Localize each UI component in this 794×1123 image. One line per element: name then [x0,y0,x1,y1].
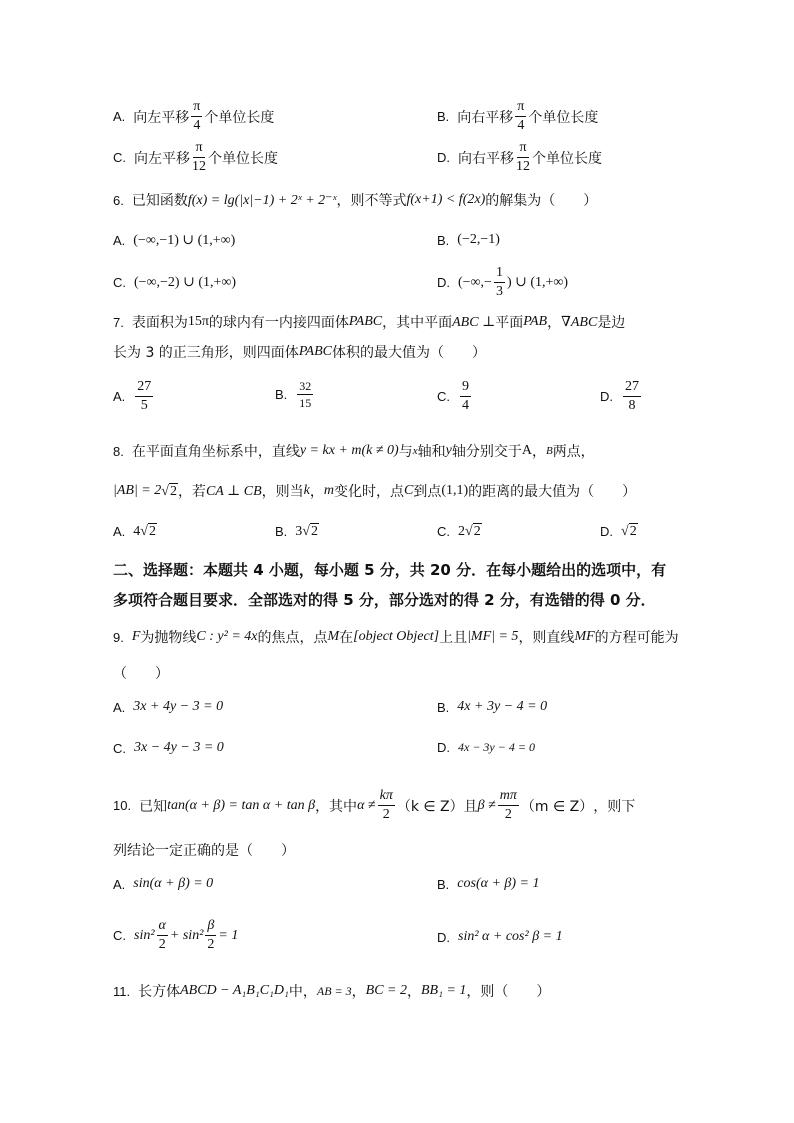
question-text: 是边 [597,315,626,331]
question-6-stem [113,190,597,210]
sqrt: √ 2 [621,524,637,539]
question-9-stem [113,627,679,647]
question-text: ，则当 [261,484,304,500]
option-text: 向右平移 [457,109,514,126]
option-value: (−∞,−2) ∪ (1,+∞) [134,275,237,290]
formula: tan(α + β) = tan α + tan β [167,797,316,813]
question-number: 11. [113,983,131,999]
fraction [460,380,471,413]
formula: MF [574,629,595,644]
question-text: （k ∈ Z） [396,798,464,815]
option-label: C. [113,740,126,756]
q5-option-a [113,100,274,133]
option-label: B. [275,387,288,402]
q5-option-d [437,141,602,174]
question-8-stem-line1 [113,441,595,461]
question-text: 的球内有一内接四面体 [208,315,349,331]
fraction [135,380,153,413]
option-text: 个单位长度 [208,150,278,167]
formula: B [545,445,553,457]
question-text: ， [309,484,324,500]
option-label: B. [437,109,450,124]
question-number: 9. [113,629,124,645]
question-number: 8. [113,443,124,459]
numerator: 1 [494,266,505,283]
question-text: 两点， [552,444,595,460]
option-text: 向左平移 [133,109,190,126]
question-9-paren [113,663,169,683]
numerator: π [515,100,526,117]
formula: ∇ABC [561,314,598,330]
question-text: ，则下 [593,798,636,815]
formula: β ≠ [477,797,496,813]
q8-option-b [275,523,319,540]
question-text: ，其中平面 [382,315,453,331]
option-label: A. [113,524,126,539]
formula: BB₁ = 1 [421,983,467,998]
q9-option-c [113,740,224,756]
option-value: 3x − 4y − 3 = 0 [134,740,224,755]
fraction [205,919,216,952]
coefficient: 2 [458,523,465,539]
formula: PABC [348,314,383,329]
option-label: B. [275,524,288,539]
option-value: (−∞,− [458,274,492,290]
option-value: sin(α + β) = 0 [133,876,214,891]
option-value: sin² [134,927,155,943]
option-label: C. [113,275,126,290]
option-value: + sin² [169,927,204,943]
question-8-stem-line2 [113,481,636,501]
numerator: π [517,141,528,158]
fraction [378,789,395,822]
q8-option-a [113,523,157,540]
denominator: 4 [462,398,469,413]
question-text: （m ∈ Z） [520,798,594,815]
radicand: 2 [629,524,637,539]
q7-option-a [113,380,155,413]
q8-option-d [600,523,638,540]
numerator: kπ [378,789,395,806]
q8-option-c [437,523,482,540]
option-label: C. [437,389,450,404]
coefficient: 4 [133,523,141,539]
question-text: 已知 [139,798,168,815]
question-text: 变化时，点 [333,484,404,500]
option-text: 个单位长度 [532,150,602,167]
formula: CA ⊥ CB [205,483,262,499]
q6-option-b [437,232,500,248]
option-label: A. [113,699,126,715]
numerator: π [193,141,204,158]
q5-option-b [437,100,598,133]
option-label: D. [600,524,613,539]
numerator: β [205,919,216,936]
option-label: B. [437,876,450,892]
fraction [157,919,168,952]
question-text: 为抛物线 [140,630,197,646]
question-text: 列结论一定正确的是（ ） [113,843,295,859]
question-text: 的解集为（ ） [485,193,598,209]
formula: ABC ⊥ [452,314,496,330]
question-text: ， [407,984,421,1000]
formula: PABC [298,344,333,359]
q7-option-b [275,380,315,409]
formula: (1,1) [441,483,469,498]
formula: α ≠ [357,797,376,813]
option-label: C. [113,928,126,943]
fraction [297,380,313,409]
formula: A [521,443,532,458]
question-text: 长为 3 的正三角形，则四面体 [113,345,299,361]
option-label: B. [437,699,450,715]
question-text: 体积的最大值为（ ） [332,345,487,361]
option-label: C. [437,524,450,539]
section-heading-text: 多项符合题目要求．全部选对的得 5 分，部分选对的得 2 分，有选错的得 0 分． [113,591,656,609]
formula: f(x+1) < f(2x) [406,192,486,207]
formula: |MF| = 5 [467,629,519,644]
option-label: A. [113,876,126,892]
option-value: ) ∪ (1,+∞) [506,275,569,290]
section-heading-text: 二、选择题：本题共 4 小题，每小题 5 分，共 20 分．在每小题给出的选项中，有 [113,561,667,579]
question-text: ，则不等式 [336,193,407,209]
option-value: cos(α + β) = 1 [457,876,540,891]
q10-option-d [437,929,563,945]
q6-option-a [113,232,235,249]
formula: M [327,629,340,644]
option-label: A. [113,389,126,404]
denominator: 3 [495,284,503,299]
radicand: 2 [148,524,156,539]
question-text: 的方程可能为 [594,630,679,646]
denominator: 2 [382,807,390,822]
section-2-heading-line1 [113,559,666,580]
option-label: D. [437,275,450,290]
formula: k [303,483,310,498]
question-text: 的焦点，点 [257,630,328,646]
option-value: 3x + 4y − 3 = 0 [133,699,224,714]
question-text: 表面积为 [131,315,188,331]
numerator: mπ [498,789,519,806]
question-text: ，若 [177,484,206,500]
denominator: 5 [140,398,148,413]
radicand: 2 [169,483,177,499]
option-text: 个单位长度 [528,109,599,126]
numerator: 9 [460,380,471,397]
option-label: B. [437,232,450,248]
option-value: 4x − 3y − 4 = 0 [458,740,535,754]
question-text: ， [351,984,366,1000]
formula: 15π [187,314,209,329]
radicand: 2 [473,524,481,539]
option-label: D. [437,740,450,755]
formula: x [412,445,418,457]
denominator: 15 [299,396,312,410]
q7-option-c [437,380,473,413]
fraction [191,100,202,133]
formula: PAB [523,314,548,329]
question-text: ， [531,444,546,460]
question-text: ， [547,315,562,331]
denominator: 12 [516,159,530,174]
option-value: (−∞,−1) ∪ (1,+∞) [133,233,236,248]
formula: BC = 2 [365,983,407,998]
option-value: (−2,−1) [457,232,500,247]
question-text: 且 [463,798,478,815]
sqrt: √ 2 [302,524,318,539]
question-7-stem-line2 [113,342,486,362]
formula: f(x) = lg(|x|−1) + 2ˣ + 2⁻ˣ [187,192,337,208]
formula: C : y² = 4x [196,629,258,644]
radicand: 2 [310,524,318,539]
q9-option-a [113,699,223,715]
q6-option-c [113,274,236,291]
denominator: 2 [504,807,512,822]
sqrt: √ 2 [161,483,177,499]
denominator: 8 [628,398,636,413]
answer-paren: （ ） [113,666,169,682]
formula: C [403,483,414,498]
option-value: 4x + 3y − 4 = 0 [457,699,548,714]
numerator: 27 [135,380,153,397]
question-text: 长方体 [138,984,181,1000]
q6-option-d [437,266,568,299]
q10-option-c [113,919,238,952]
question-text: 轴分别交于 [451,444,522,460]
numerator: π [191,100,202,117]
question-10-stem-line1 [113,789,635,822]
question-10-stem-line2 [113,840,295,860]
fraction [192,141,206,174]
option-text: 向右平移 [458,150,514,167]
formula: ABCD − A₁B₁C₁D₁ [180,983,289,998]
numerator: α [157,919,168,936]
option-value: = 1 [218,927,239,943]
question-text: 轴和 [417,444,446,460]
formula: AB = 3 [316,983,352,998]
formula: [object Object] [353,629,440,644]
fraction [623,380,641,413]
question-text: 平面 [495,315,524,331]
fraction [494,266,505,299]
option-text: 个单位长度 [204,109,275,126]
option-label: D. [437,150,450,165]
question-text: 的距离的最大值为（ ） [468,484,637,500]
sqrt: √ 2 [140,524,156,539]
denominator: 4 [517,118,525,133]
q5-option-c [113,141,278,174]
question-text: ，则直线 [518,630,575,646]
numerator: 32 [299,379,312,393]
question-text: 中， [288,984,317,1000]
question-text: 已知函数 [131,193,188,209]
question-text: 在 [339,630,354,646]
option-label: D. [600,389,613,404]
question-text: 在平面直角坐标系中，直线 [131,444,300,460]
question-number: 10. [113,798,132,813]
question-text: ，其中 [315,798,358,815]
option-label: D. [437,929,450,945]
denominator: 2 [207,937,215,952]
formula: F [131,629,141,644]
fraction [498,789,519,822]
denominator: 12 [192,159,206,174]
q7-option-d [600,380,643,413]
denominator: 4 [193,118,201,133]
q10-option-a [113,876,213,892]
formula: y [445,443,452,458]
option-text: 向左平移 [134,150,190,167]
option-label: A. [113,109,126,124]
numerator: 27 [623,380,641,397]
question-number: 7. [113,314,124,330]
question-text: 与 [398,444,413,460]
q9-option-d [437,740,535,755]
question-11-stem [113,981,550,1001]
formula: m [323,483,334,498]
formula: y = kx + m(k ≠ 0) [299,443,399,458]
question-text: ，则（ ） [466,984,551,1000]
option-label: A. [113,233,126,248]
section-2-heading-line2 [113,589,656,610]
coefficient: 3 [295,523,303,539]
question-number: 6. [113,192,124,208]
formula: |AB| = 2 [113,483,162,498]
fraction [515,100,526,133]
q10-option-b [437,876,540,892]
question-7-stem-line1 [113,312,625,332]
denominator: 2 [158,937,166,952]
question-text: 上且 [439,630,468,646]
question-text: 到点 [413,484,442,500]
sqrt: √ 2 [465,524,481,539]
option-value: sin² α + cos² β = 1 [458,929,563,944]
fraction [516,141,530,174]
option-label: C. [113,150,126,165]
q9-option-b [437,699,547,715]
